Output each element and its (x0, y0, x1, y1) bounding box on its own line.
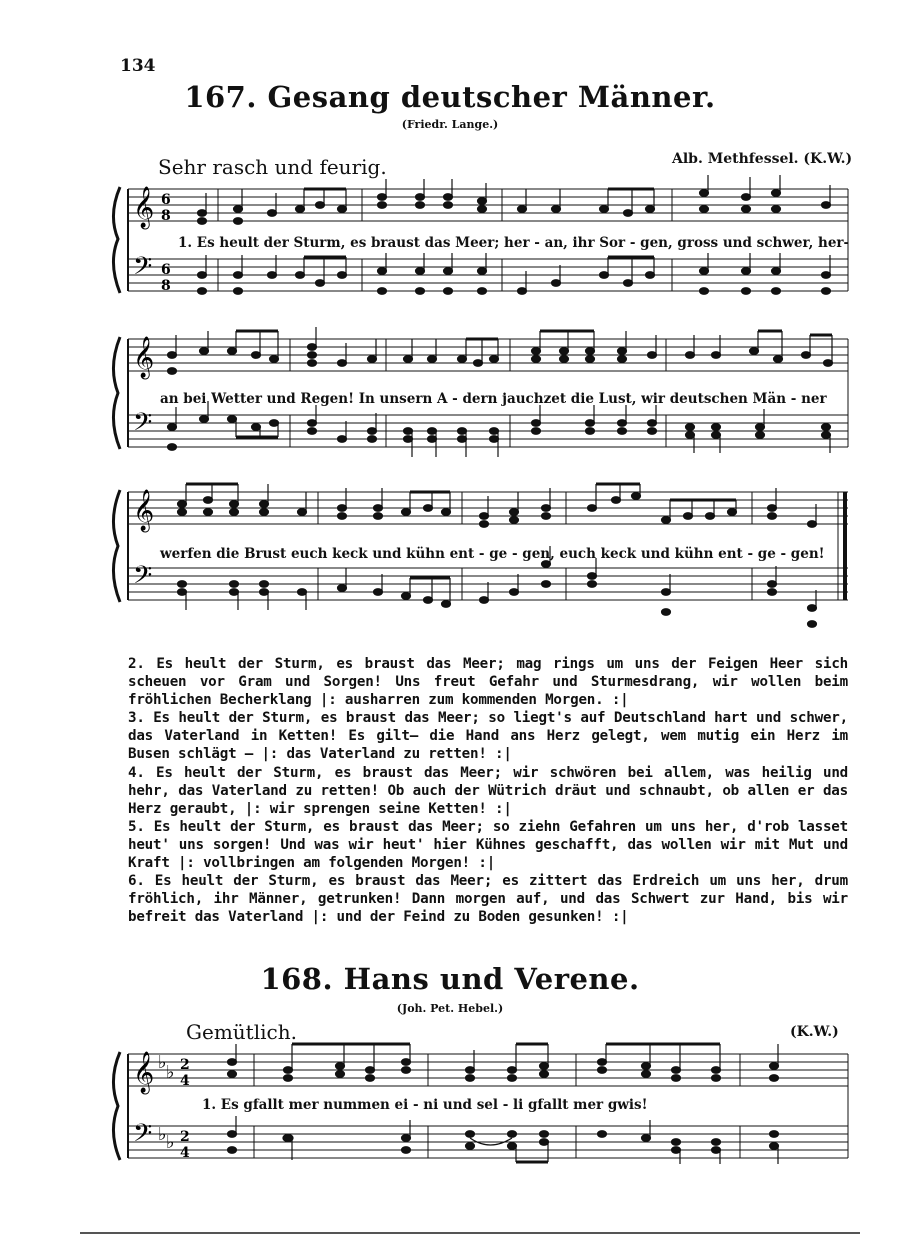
lyrics-line-4: 1. Es gfallt mer nummen ei - ni und sel - li gfallt mer gwis! (202, 1097, 648, 1113)
composer-credit: Alb. Methfessel. (K.W.) (672, 151, 853, 167)
svg-text:𝄢: 𝄢 (133, 1119, 153, 1154)
svg-text:𝄞: 𝄞 (133, 1052, 155, 1093)
composer-credit: (K.W.) (790, 1024, 839, 1040)
svg-text:♭: ♭ (158, 1124, 167, 1145)
svg-text:𝄞: 𝄞 (133, 337, 155, 378)
svg-text:𝄞: 𝄞 (133, 187, 155, 228)
svg-text:𝄢: 𝄢 (133, 408, 153, 443)
verse-2: 2. Es heult der Sturm, es braust das Meer; mag rings um uns der Feigen Heer sich scheuen vor Gram und Sorgen! Uns freut Gefahr und Sturmesdrang, wir wollen beim fröhlichen Becherklang |: ausharren zum kommenden Morgen. :| (128, 656, 848, 709)
verse-4: 4. Es heult der Sturm, es braust das Meer; wir schwören bei allem, was heilig und hehr, das Vaterland zu retten! Ob auch der Wütrich dräut und schnaubt, ob allen er das Herz geraubt, |: wir sprengen seine Ketten! :| (128, 764, 848, 817)
svg-text:𝄢: 𝄢 (133, 252, 153, 287)
lyrics-line-1: 1. Es heult der Sturm, es braust das Meer; her - an, ihr Sor - gen, gross und schwer, her- (178, 235, 850, 251)
svg-text:𝄞: 𝄞 (133, 490, 155, 531)
svg-text:4: 4 (180, 1145, 190, 1161)
tempo-marking: Sehr rasch und feurig. (158, 155, 387, 179)
svg-text:6: 6 (161, 262, 171, 278)
svg-text:6: 6 (161, 192, 171, 208)
song-title: 167. Gesang deutscher Männer. (184, 80, 716, 114)
svg-text:4: 4 (180, 1073, 190, 1089)
svg-text:𝄢: 𝄢 (133, 561, 153, 596)
page-number: 134 (120, 56, 156, 76)
page-bottom-rule (80, 1232, 860, 1234)
svg-text:8: 8 (161, 278, 171, 294)
lyrics-line-3: werfen die Brust euch keck und kühn ent - ge - gen, euch keck und kühn ent - ge - gen! (160, 546, 825, 562)
svg-text:2: 2 (180, 1057, 190, 1073)
svg-text:♭: ♭ (166, 1062, 175, 1083)
song-title: 168. Hans und Verene. (260, 962, 640, 996)
verse-6: 6. Es heult der Sturm, es braust das Meer; es zittert das Erdreich um uns her, drum fröhlich, ihr Männer, getrunken! Dann morgen auf, und das Schwert zur Hand, bis wir befreit das Vaterland |: und der Feind zu Boden gesunken! :| (128, 873, 848, 926)
svg-text:2: 2 (180, 1129, 190, 1145)
lyricist: (Friedr. Lange.) (401, 118, 499, 131)
svg-text:♭: ♭ (158, 1052, 167, 1073)
verse-3: 3. Es heult der Sturm, es braust das Meer; so liegt's auf Deutschland hart und schwer, das Vaterland in Ketten! Es gilt— die Hand ans Herz gelegt, wem mutig ein Herz im Busen schlägt — |: das Vaterland zu retten! :| (128, 710, 848, 763)
svg-text:♭: ♭ (166, 1132, 175, 1153)
svg-text:8: 8 (161, 208, 171, 224)
lyricist: (Joh. Pet. Hebel.) (396, 1002, 504, 1015)
additional-verses (128, 655, 848, 926)
verse-5: 5. Es heult der Sturm, es braust das Meer; so ziehn Gefahren um uns her, d'rob lasset heut' uns sorgen! Und was wir heut' hier Kühnes geschafft, das wollen wir mit Mut und Kraft |: vollbringen am folgenden Morgen! :| (128, 818, 848, 872)
lyrics-line-2: an bei Wetter und Regen! In unsern A - dern jauchzet die Lust, wir deutschen Män - ner (160, 391, 827, 407)
tempo-marking: Gemütlich. (186, 1020, 297, 1044)
